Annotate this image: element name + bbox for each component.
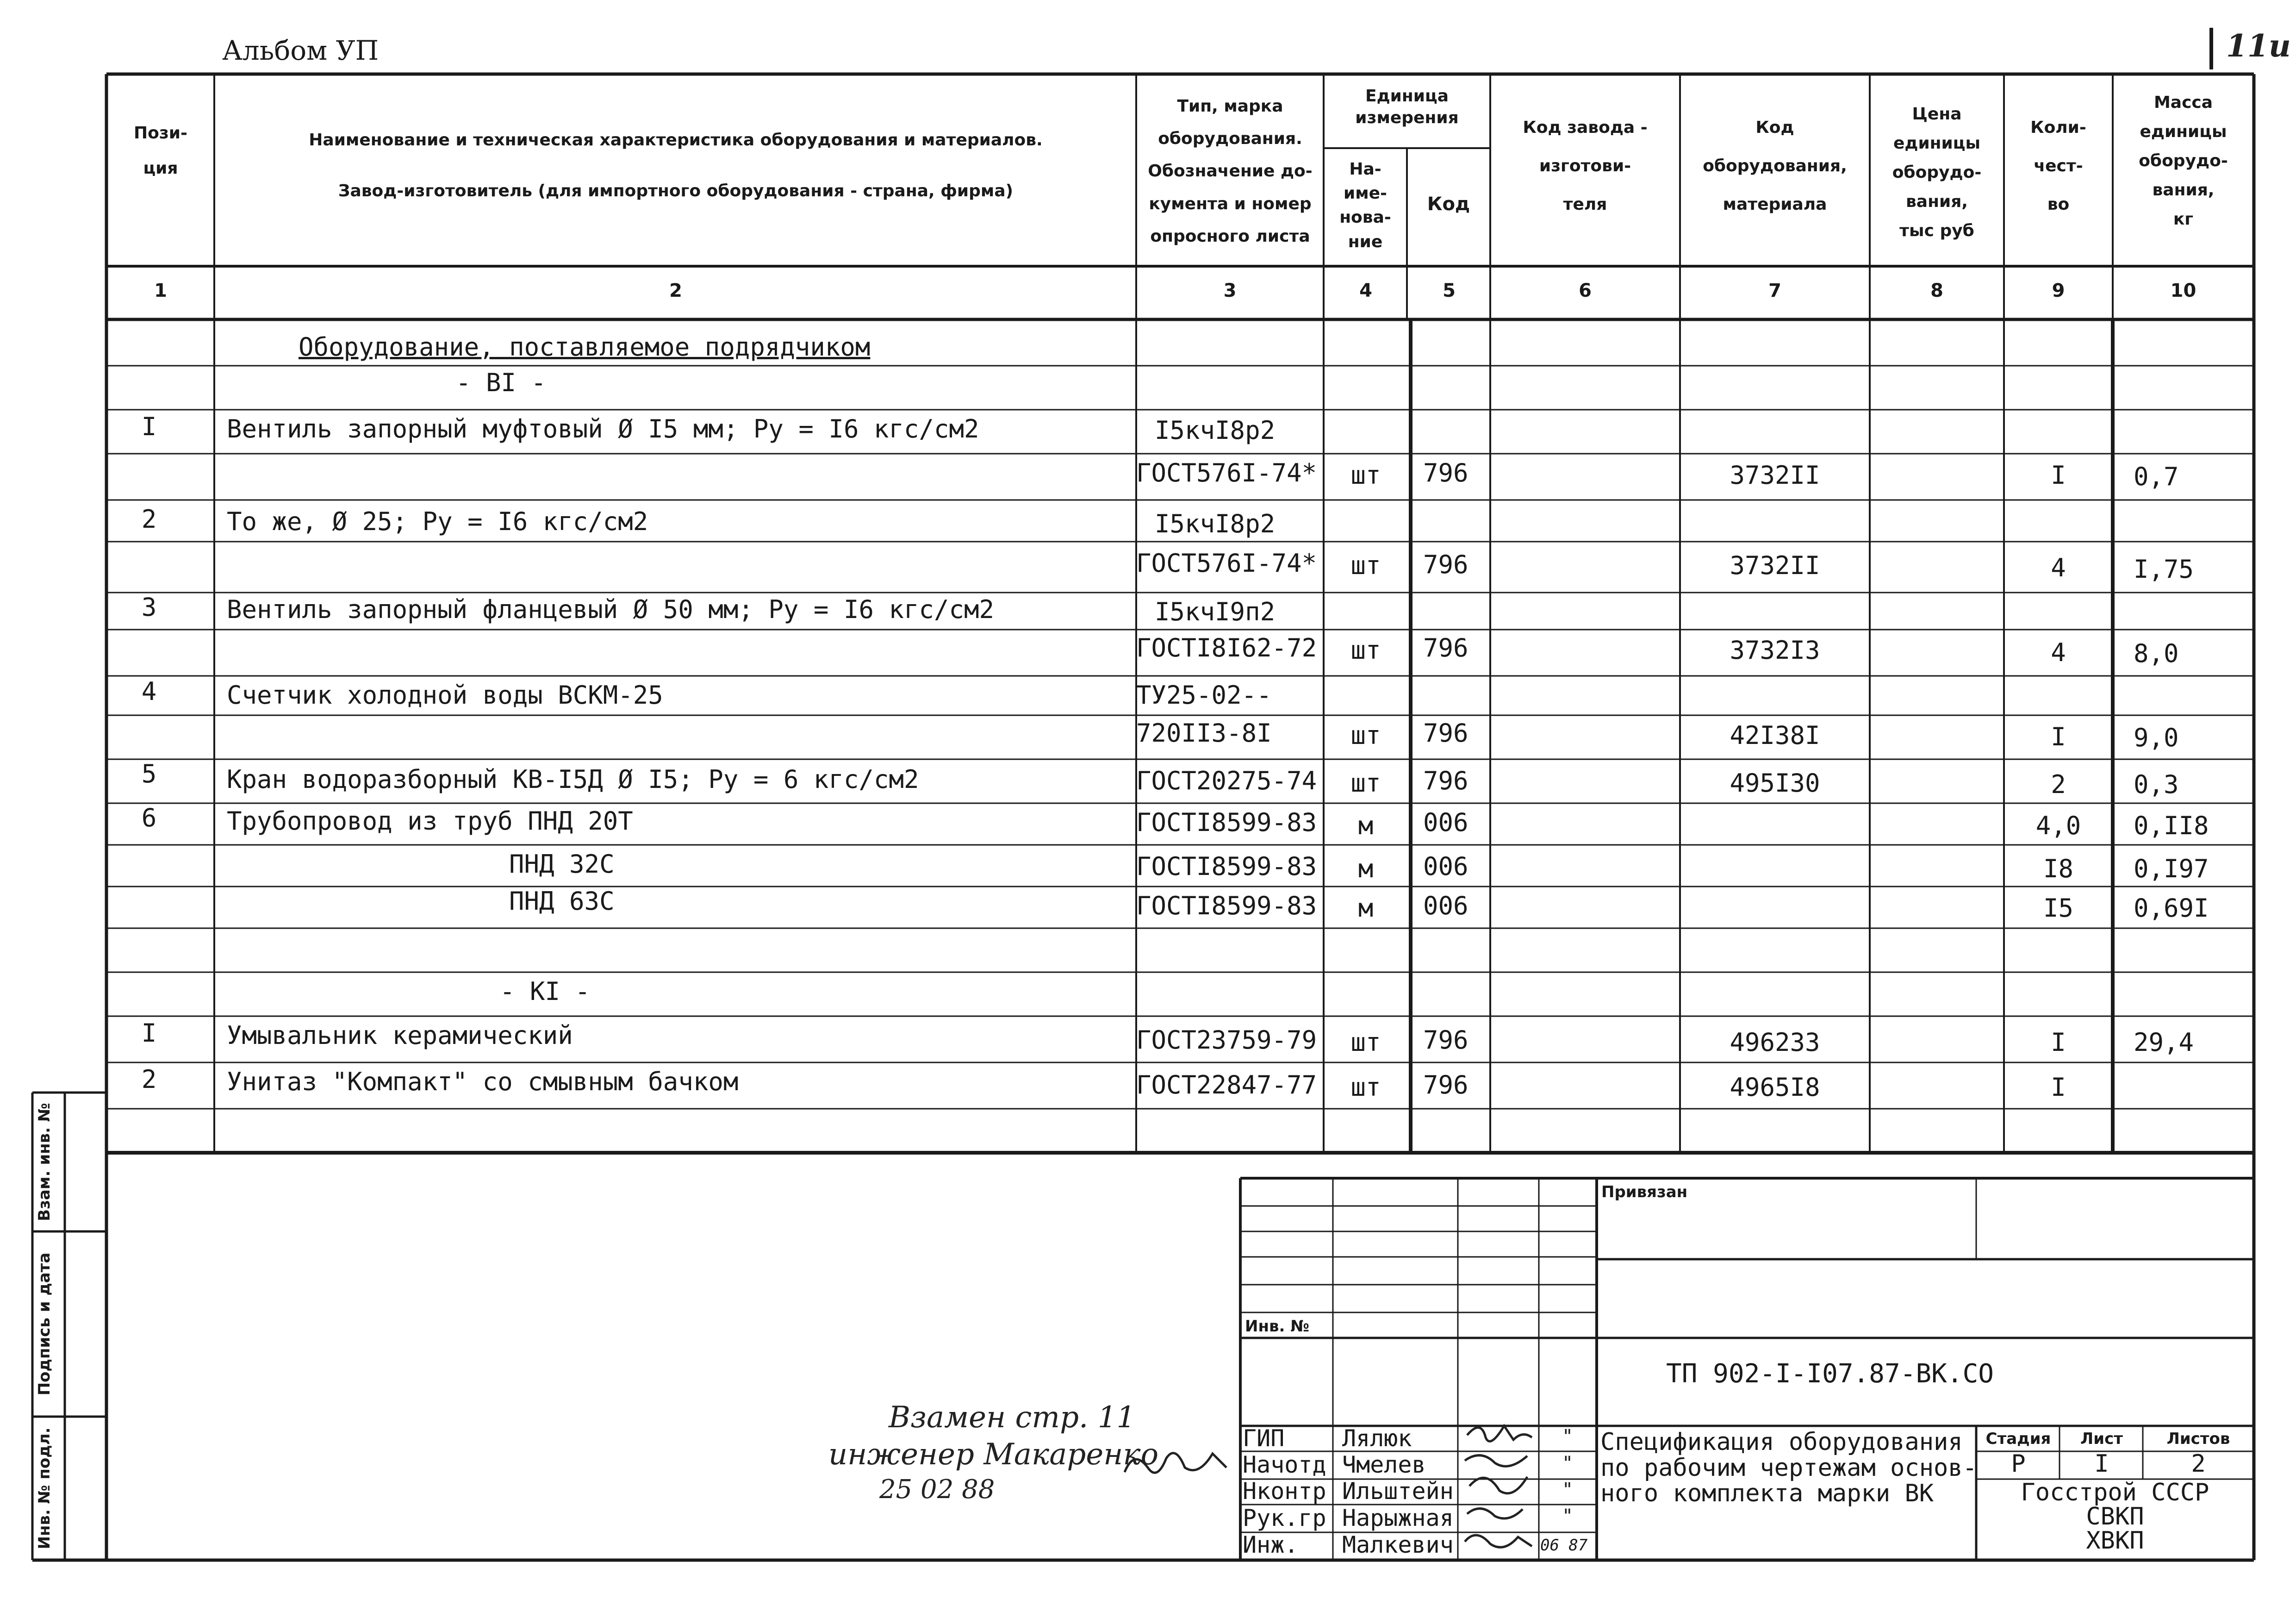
table-row-unit: м xyxy=(1358,854,1374,883)
table-row-unit: шт xyxy=(1350,636,1381,665)
table-row-qty: I xyxy=(2051,1073,2066,1102)
table-row-name: ПНД 63С xyxy=(509,887,615,916)
album-label: Альбом УП xyxy=(222,35,379,66)
table-row-doc: ГОСТI8599-83 xyxy=(1136,852,1317,881)
sheet-label: Лист xyxy=(2080,1430,2123,1448)
table-row-code: 796 xyxy=(1423,550,1468,579)
table-row-code: 796 xyxy=(1423,458,1468,487)
table-row-name: Вентиль запорный фланцевый Ø 50 мм; Ру = I6 кгс/см2 xyxy=(227,595,995,624)
col-num-8: 8 xyxy=(1930,280,1943,301)
organization: Госстрой СССР СВКП ХВКП xyxy=(2021,1479,2209,1555)
sheet-value: I xyxy=(2094,1450,2109,1478)
signer-name: Малкевич xyxy=(1342,1531,1454,1558)
table-row-code: 796 xyxy=(1423,1070,1468,1099)
table-row-doc: 720II3-8I xyxy=(1136,718,1272,748)
signer-mark: " xyxy=(1562,1426,1574,1447)
col-num-6: 6 xyxy=(1579,280,1592,301)
header-unit: Единица измерения xyxy=(1355,87,1459,127)
table-row-name: Кран водоразборный КВ-I5Д Ø I5; Ру = 6 кгс/см2 xyxy=(227,765,919,794)
signer-role: ГИП xyxy=(1243,1425,1285,1452)
inv-no-label: Инв. № xyxy=(1245,1317,1310,1336)
table-row-code: 796 xyxy=(1423,718,1468,748)
signer-name: Ильштейн xyxy=(1342,1478,1454,1505)
table-row-name: ПНД 32С xyxy=(509,849,615,879)
table-row-name: Унитаз "Компакт" со смывным бачком xyxy=(227,1067,739,1096)
section-bi: - BI - xyxy=(456,368,547,397)
table-row-mass: 8,0 xyxy=(2134,639,2179,668)
table-row-doc: I5кчI8р2 xyxy=(1155,509,1276,538)
col-num-2: 2 xyxy=(669,280,682,301)
header-name-line1: Наименование и техническая характеристика оборудования и материалов. xyxy=(309,131,1043,150)
table-row-mass: 0,69I xyxy=(2134,893,2209,923)
table-row-qty: 4 xyxy=(2051,553,2066,582)
table-row-eq: 3732II xyxy=(1730,461,1820,490)
signer-name: Лялюк xyxy=(1342,1425,1412,1452)
table-row-name: Счетчик холодной воды ВСКМ-25 xyxy=(227,681,663,710)
stamp-podpis-data: Подпись и дата xyxy=(35,1252,54,1396)
table-row-eq: 495I30 xyxy=(1730,768,1820,798)
col-num-3: 3 xyxy=(1223,280,1237,301)
signer-mark: " xyxy=(1562,1479,1574,1500)
table-row-name: Умывальник керамический xyxy=(227,1021,573,1050)
table-row-mass: 0,I97 xyxy=(2134,854,2209,883)
table-row-doc: ГОСТ23759-79 xyxy=(1136,1025,1317,1055)
table-row-mass: 0,7 xyxy=(2134,462,2179,491)
table-row-pos: I xyxy=(141,412,157,441)
table-row-code: 796 xyxy=(1423,766,1468,795)
table-row-name: Вентиль запорный муфтовый Ø I5 мм; Ру = I6 кгс/см2 xyxy=(227,414,979,443)
section-title: Оборудование, поставляемое подрядчиком xyxy=(299,332,871,362)
signatures xyxy=(1458,1417,1541,1560)
table-row-code: 006 xyxy=(1423,891,1468,920)
table-row-eq: 42I38I xyxy=(1730,721,1820,750)
table-row-eq: 3732II xyxy=(1730,551,1820,580)
header-quantity: Коли- чест- во xyxy=(2030,118,2086,214)
table-row-unit: шт xyxy=(1350,1028,1381,1057)
stamp-vzam-inv: Взам. инв. № xyxy=(35,1103,54,1221)
col-num-1: 1 xyxy=(154,280,167,301)
table-row-code: 006 xyxy=(1423,852,1468,881)
header-mass: Масса единицы оборудо- вания, кг xyxy=(2139,93,2228,229)
table-row-pos: 4 xyxy=(141,677,157,706)
doc-title: Спецификация оборудования по рабочим чертежам основ- ного комплекта марки ВК xyxy=(1600,1428,1977,1508)
handwritten-line3: 25 02 88 xyxy=(879,1474,995,1505)
table-row-unit: шт xyxy=(1350,721,1381,750)
stage-value: Р xyxy=(2011,1450,2026,1478)
table-row-eq: 3732I3 xyxy=(1730,636,1820,665)
table-row-pos: 5 xyxy=(141,759,157,788)
signer-mark: 06 87 xyxy=(1540,1536,1588,1555)
col-num-5: 5 xyxy=(1443,280,1456,301)
table-row-qty: 4,0 xyxy=(2035,811,2081,840)
header-equipment-code: Код оборудования, материала xyxy=(1703,118,1847,214)
table-row-qty: I8 xyxy=(2043,854,2074,883)
table-row-qty: 2 xyxy=(2051,770,2066,799)
handwritten-line1: Взамен стр. 11 xyxy=(889,1400,1136,1435)
table-row-name: То же, Ø 25; Ру = I6 кгс/см2 xyxy=(227,507,648,536)
table-row-pos: 2 xyxy=(141,505,157,534)
table-row-qty: I xyxy=(2051,461,2066,490)
table-row-qty: I xyxy=(2051,722,2066,751)
header-plant-code: Код завода - изготови- теля xyxy=(1523,118,1648,214)
table-row-code: 796 xyxy=(1423,1025,1468,1055)
handwritten-line2: инженер Макаренко xyxy=(828,1437,1159,1472)
header-price: Цена единицы оборудо- вания, тыс руб xyxy=(1892,105,1982,240)
table-row-doc: ГОСТ576I-74* xyxy=(1136,549,1317,578)
signature-makarenko xyxy=(1120,1440,1231,1491)
col-num-4: 4 xyxy=(1359,280,1372,301)
table-row-unit: м xyxy=(1358,811,1374,840)
table-row-pos: I xyxy=(141,1018,157,1048)
table-row-name: Трубопровод из труб ПНД 20Т xyxy=(227,806,633,836)
col-num-9: 9 xyxy=(2052,280,2065,301)
table-row-doc: ГОСТ22847-77 xyxy=(1136,1070,1317,1099)
table-row-unit: м xyxy=(1358,893,1374,923)
table-row-eq: 496233 xyxy=(1730,1028,1820,1057)
signer-mark: " xyxy=(1562,1505,1574,1527)
stamp-inv-podl: Инв. № подл. xyxy=(35,1427,54,1549)
table-row-unit: шт xyxy=(1350,461,1381,490)
table-row-code: 796 xyxy=(1423,633,1468,662)
table-row-qty: I5 xyxy=(2043,893,2074,923)
table-row-code: 006 xyxy=(1423,808,1468,837)
header-unit-name: На- име- нова- ние xyxy=(1339,160,1391,251)
signer-role: Инж. xyxy=(1243,1531,1299,1558)
section-ki: - КI - xyxy=(500,977,591,1006)
table-row-mass: 0,3 xyxy=(2134,770,2179,799)
header-unit-code: Код xyxy=(1427,194,1470,215)
table-row-doc: ГОСТI8599-83 xyxy=(1136,808,1317,837)
sheets-value: 2 xyxy=(2191,1450,2206,1478)
signer-mark: " xyxy=(1562,1453,1574,1474)
table-row-unit: шт xyxy=(1350,1073,1381,1102)
stage-label: Стадия xyxy=(1985,1430,2051,1448)
table-row-doc: ТУ25-02-- xyxy=(1136,681,1272,710)
table-row-qty: 4 xyxy=(2051,638,2066,667)
table-row-pos: 2 xyxy=(141,1065,157,1094)
table-row-mass: 29,4 xyxy=(2134,1028,2194,1057)
header-type: Тип, марка оборудования. Обозначение до- кумента и номер опросного листа xyxy=(1148,97,1313,246)
signer-role: Нконтр xyxy=(1243,1478,1326,1505)
sheet-corner: 11и xyxy=(2226,28,2291,64)
header-position: Пози- ция xyxy=(134,124,187,178)
table-row-doc: ГОСТI8599-83 xyxy=(1136,891,1317,920)
signer-name: Чмелев xyxy=(1342,1451,1426,1478)
signer-name: Нарыжная xyxy=(1342,1505,1454,1531)
sheets-label: Листов xyxy=(2166,1430,2230,1448)
table-row-unit: шт xyxy=(1350,768,1381,798)
table-row-doc: ГОСТI8I62-72 xyxy=(1136,633,1317,662)
table-row-doc: ГОСТ20275-74 xyxy=(1136,766,1317,795)
col-num-10: 10 xyxy=(2170,280,2196,301)
table-row-pos: 3 xyxy=(141,593,157,622)
table-row-pos: 6 xyxy=(141,803,157,832)
doc-code: ТП 902-I-I07.87-ВК.СО xyxy=(1666,1359,1994,1389)
table-row-doc: I5кчI8р2 xyxy=(1155,416,1276,445)
col-num-7: 7 xyxy=(1768,280,1781,301)
table-row-doc: ГОСТ576I-74* xyxy=(1136,458,1317,487)
table-row-doc: I5кчI9п2 xyxy=(1155,597,1276,626)
table-row-unit: шт xyxy=(1350,551,1381,580)
privyazan-label: Привязан xyxy=(1601,1183,1688,1201)
signer-role: Начотд xyxy=(1243,1451,1326,1478)
signer-role: Рук.гр xyxy=(1243,1505,1326,1531)
header-name-line2: Завод-изготовитель (для импортного оборудования - страна, фирма) xyxy=(338,181,1014,200)
table-row-mass: 9,0 xyxy=(2134,723,2179,752)
table-row-mass: 0,II8 xyxy=(2134,811,2209,840)
table-row-eq: 4965I8 xyxy=(1730,1073,1820,1102)
table-row-qty: I xyxy=(2051,1028,2066,1057)
table-row-mass: I,75 xyxy=(2134,555,2194,584)
